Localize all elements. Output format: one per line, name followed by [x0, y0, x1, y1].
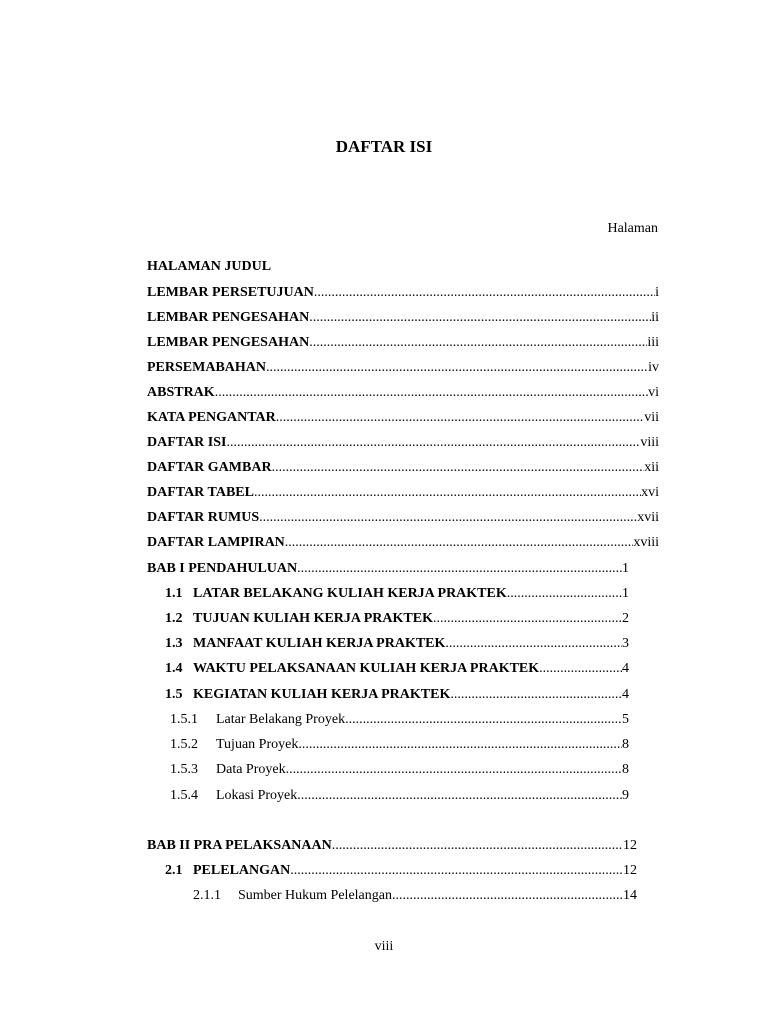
dot-leader: [433, 610, 622, 628]
dot-leader: [254, 484, 641, 502]
toc-entry-number: 1.5.4: [170, 788, 198, 803]
toc-entry-label: Latar Belakang Proyek: [216, 712, 346, 727]
toc-entry: [147, 434, 659, 452]
toc-entry-label: DAFTAR TABEL: [147, 485, 254, 500]
toc-entry-number: 2.1.1: [193, 888, 221, 903]
dot-leader: [259, 509, 637, 527]
toc-entry-page: 2: [622, 611, 629, 626]
toc-entry-label: DAFTAR ISI: [147, 435, 227, 450]
toc-entry-number: 1.1: [165, 586, 183, 601]
toc-entry-label: HALAMAN JUDUL: [147, 259, 272, 274]
toc-entry-label: PERSEMABAHAN: [147, 360, 267, 375]
toc-entry-page: xii: [644, 460, 659, 475]
toc-entry: [147, 509, 659, 527]
dot-leader: [507, 585, 622, 603]
dot-leader: [272, 459, 645, 477]
toc-entry: [147, 334, 659, 352]
toc-entry-label: DAFTAR RUMUS: [147, 510, 260, 525]
toc-entry-number: 1.2: [165, 611, 183, 626]
toc-entry-label: KATA PENGANTAR: [147, 410, 276, 425]
toc-subsection-entry: [170, 761, 629, 779]
toc-entry-label: LEMBAR PERSETUJUAN: [147, 285, 314, 300]
toc-entry-page: 3: [622, 636, 629, 651]
toc-entry-number: 1.4: [165, 661, 183, 676]
toc-entry: [147, 459, 659, 477]
toc-section-entry: [165, 660, 629, 678]
toc-entry-label: DAFTAR GAMBAR: [147, 460, 272, 475]
toc-entry-label: BAB I PENDAHULUAN: [147, 561, 298, 576]
toc-entry-label: Lokasi Proyek: [216, 788, 298, 803]
dot-leader: [332, 837, 623, 855]
toc-entry-label: ABSTRAK: [147, 385, 215, 400]
toc-entry: [147, 309, 659, 327]
dot-leader: [298, 736, 622, 754]
toc-entry-page: vii: [644, 410, 659, 425]
toc-entry-page: ii: [651, 310, 659, 325]
toc-entry-number: 1.5: [165, 687, 183, 702]
dot-leader: [276, 409, 644, 427]
toc-section-entry: [165, 686, 629, 704]
toc-entry-label: MANFAAT KULIAH KERJA PRAKTEK: [193, 636, 446, 651]
dot-leader: [285, 534, 634, 552]
toc-entry-page: i: [655, 285, 659, 300]
toc-entry-page: 12: [623, 863, 637, 878]
toc-entry-page: 12: [623, 838, 637, 853]
dot-leader: [539, 660, 622, 678]
toc-subsection-entry: [170, 736, 629, 754]
toc-entry-page: 8: [622, 737, 629, 752]
toc-entry-number: 1.5.3: [170, 762, 198, 777]
dot-leader: [297, 560, 622, 578]
toc-entry: [147, 837, 637, 855]
toc-subsection-entry: [170, 711, 629, 729]
toc-entry: [147, 409, 659, 427]
toc-entry-page: xvii: [637, 510, 659, 525]
dot-leader: [309, 334, 647, 352]
page-column-label: Halaman: [607, 221, 658, 236]
toc-entry-label: Tujuan Proyek: [216, 737, 299, 752]
dot-leader: [226, 434, 640, 452]
toc-entry-label: LEMBAR PENGESAHAN: [147, 310, 310, 325]
toc-entry: [147, 284, 659, 302]
toc-entry-label: LEMBAR PENGESAHAN: [147, 335, 310, 350]
toc-entry: [147, 560, 629, 578]
toc-entry-label: DAFTAR LAMPIRAN: [147, 535, 285, 550]
toc-section-entry: [165, 585, 629, 603]
toc-entry-page: vi: [648, 385, 659, 400]
dot-leader: [215, 384, 648, 402]
toc-entry-page: 1: [622, 561, 629, 576]
toc-subsection-entry: [193, 887, 637, 905]
dot-leader: [290, 862, 623, 880]
toc-entry: [147, 484, 659, 502]
toc-entry-label: TUJUAN KULIAH KERJA PRAKTEK: [193, 611, 433, 626]
toc-subsection-entry: [170, 787, 629, 805]
toc-entry-page: viii: [640, 435, 659, 450]
toc-entry-label: Sumber Hukum Pelelangan: [238, 888, 392, 903]
toc-entry-page: 8: [622, 762, 629, 777]
toc-entry-label: PELELANGAN: [193, 863, 291, 878]
toc-entry-page: 1: [622, 586, 629, 601]
dot-leader: [450, 686, 622, 704]
toc-entry-page: 4: [622, 687, 629, 702]
dot-leader: [286, 761, 622, 779]
toc-entry: [147, 534, 659, 552]
toc-section-entry: [165, 610, 629, 628]
toc-entry-page: iv: [648, 360, 659, 375]
dot-leader: [309, 309, 651, 327]
toc-entry-label: Data Proyek: [216, 762, 286, 777]
toc-entry-page: 14: [623, 888, 637, 903]
dot-leader: [266, 359, 648, 377]
toc-entry-page: xvi: [641, 485, 659, 500]
toc-entry-page: iii: [647, 335, 659, 350]
toc-section-entry: [165, 862, 637, 880]
page-title: DAFTAR ISI: [335, 137, 433, 156]
dot-leader: [297, 787, 622, 805]
toc-entry-page: 5: [622, 712, 629, 727]
toc-entry-halaman-judul: [147, 258, 659, 276]
dot-leader: [445, 635, 622, 653]
page-number: viii: [374, 939, 394, 954]
toc-entry-number: 1.3: [165, 636, 183, 651]
toc-section-entry: [165, 635, 629, 653]
dot-leader: [314, 284, 655, 302]
toc-entry-label: LATAR BELAKANG KULIAH KERJA PRAKTEK: [193, 586, 507, 601]
dot-leader: [345, 711, 622, 729]
toc-entry: [147, 359, 659, 377]
toc-entry-label: WAKTU PELAKSANAAN KULIAH KERJA PRAKTEK: [193, 661, 540, 676]
toc-entry-label: KEGIATAN KULIAH KERJA PRAKTEK: [193, 687, 451, 702]
toc-entry-label: BAB II PRA PELAKSANAAN: [147, 838, 332, 853]
toc-entry: [147, 384, 659, 402]
toc-entry-page: 4: [622, 661, 629, 676]
dot-leader: [392, 887, 623, 905]
toc-entry-number: 2.1: [165, 863, 183, 878]
toc-entry-page: 9: [622, 788, 629, 803]
toc-entry-number: 1.5.2: [170, 737, 198, 752]
toc-entry-number: 1.5.1: [170, 712, 198, 727]
toc-entry-page: xviii: [633, 535, 659, 550]
